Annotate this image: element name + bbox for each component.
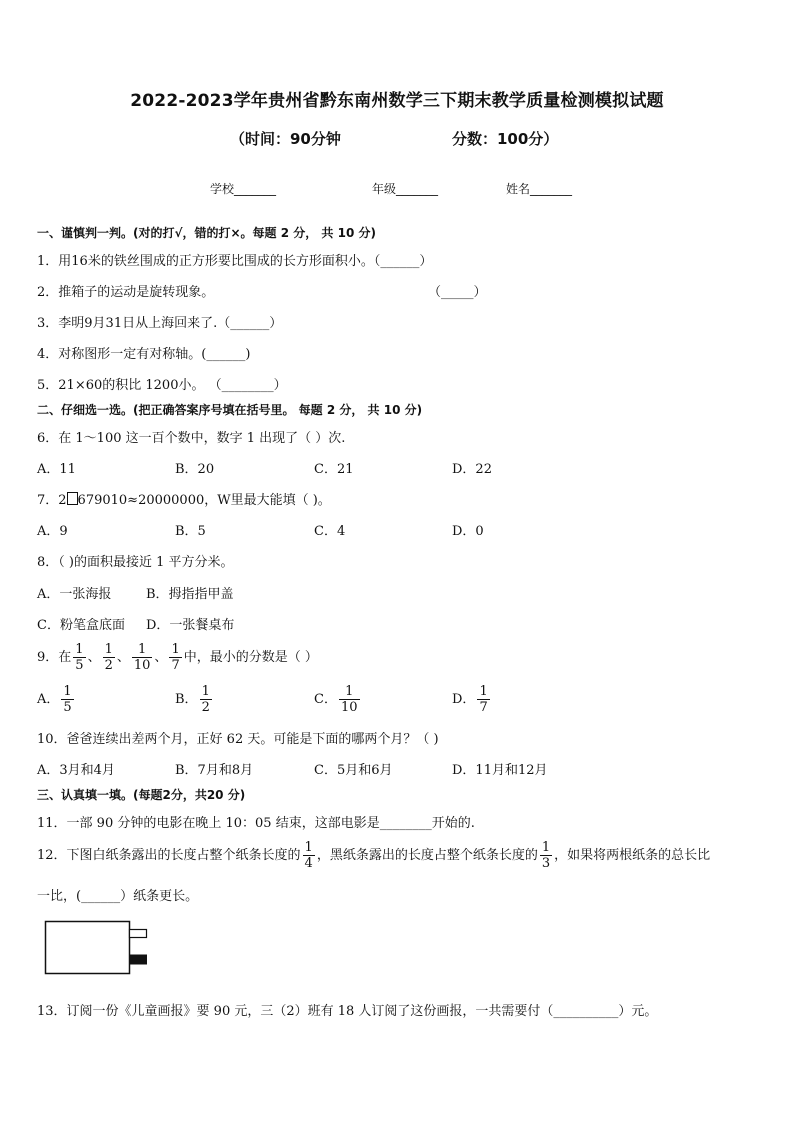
exam-score: 分数：100分） — [452, 130, 559, 148]
question-12: 12．下图白纸条露出的长度占整个纸条长度的 $\frac{1}{4}$ ，黑纸条露出的长度占整个纸条长度的 $\frac{1}{3}$ ，如果将两根纸条的总长比 — [37, 840, 711, 871]
question-10: 10．爸爸连续出差两个月，正好 62 天。可能是下面的哪两个月？（ ) — [37, 732, 439, 747]
school-field: 学校_______ — [210, 182, 277, 196]
question-3: 3．李明9月31日从上海回来了.（______） — [37, 316, 283, 331]
envelope-rect — [46, 922, 130, 974]
question-11: 11．一部 90 分钟的电影在晚上 10：05 结束，这部电影是________开始的. — [37, 816, 475, 831]
page-title: 2022-2023学年贵州省黔东南州数学三下期末教学质量检测模拟试题 — [130, 91, 664, 111]
question-2-blank: （_____） — [428, 285, 487, 300]
q9-option-a: A． $\frac{1}{5}$ — [37, 684, 72, 715]
q9-option-c: C． $\frac{1}{10}$ — [314, 684, 358, 715]
q6-option-a: A．11 — [37, 462, 76, 477]
fraction-1-5: $\frac{1}{5}$ — [75, 642, 84, 673]
q9-option-d: D． $\frac{1}{7}$ — [452, 684, 488, 715]
question-6: 6．在 1～100 这一百个数中，数字 1 出现了（ ）次. — [37, 431, 346, 446]
fraction-1-7: $\frac{1}{7}$ — [171, 642, 180, 673]
section-2-heading: 二、仔细选一选。(把正确答案序号填在括号里。 每题 2 分， 共 10 分) — [37, 403, 423, 417]
question-7-start: 7．2 — [37, 493, 67, 508]
q7-option-a: A．9 — [37, 524, 68, 539]
q8-option-d: D．一张餐桌布 — [146, 618, 235, 633]
q7-option-c: C．4 — [314, 524, 346, 539]
fraction-1-2: $\frac{1}{2}$ — [104, 642, 113, 673]
name-field: 姓名_______ — [506, 182, 573, 196]
section-1-heading: 一、谨慎判一判。(对的打√，错的打×。每题 2 分， 共 10 分) — [37, 226, 376, 240]
q6-option-b: B．20 — [175, 462, 215, 477]
q7-option-b: B．5 — [175, 524, 206, 539]
q10-option-b: B．7月和8月 — [175, 763, 254, 778]
question-4: 4．对称图形一定有对称轴。(______) — [37, 347, 251, 362]
q7-option-d: D．0 — [452, 524, 484, 539]
q8-option-a: A．一张海报 — [37, 587, 112, 602]
question-13: 13．订阅一份《儿童画报》要 90 元，三（2）班有 18 人订阅了这份画报，一共需要付（__________）元。 — [37, 1004, 658, 1019]
question-5: 5．21×60的积比 1200小。 （________） — [37, 378, 287, 393]
question-2: 2．推箱子的运动是旋转现象。 — [37, 285, 215, 300]
grade-field: 年级_______ — [372, 182, 439, 196]
q8-option-c: C．粉笔盒底面 — [37, 618, 125, 633]
question-7 — [37, 489, 331, 508]
q8-option-b: B．拇指指甲盖 — [146, 587, 234, 602]
question-12-line2: 一比，(______）纸条更长。 — [37, 889, 199, 904]
exam-time: （时间：90分钟 — [230, 130, 341, 148]
q6-option-c: C．21 — [314, 462, 354, 477]
q10-option-d: D．11月和12月 — [452, 763, 548, 778]
q6-option-d: D．22 — [452, 462, 492, 477]
section-3-heading: 三、认真填一填。(每题2分，共20 分) — [37, 788, 246, 802]
question-1: 1．用16米的铁丝围成的正方形要比围成的长方形面积小。（______） — [37, 254, 433, 269]
question-9: 9．在 $\frac{1}{5}$ 、 $\frac{1}{2}$ 、 $\frac{1}{10}$ 、 $\frac{1}{7}$ 中，最小的分数是（ ） — [37, 642, 318, 673]
fraction-1-4: $\frac{1}{4}$ — [304, 840, 313, 871]
white-strip — [130, 930, 147, 938]
black-strip — [130, 955, 147, 964]
paper-strips-diagram — [44, 919, 154, 979]
q9-option-b: B． $\frac{1}{2}$ — [175, 684, 210, 715]
q10-option-a: A．3月和4月 — [37, 763, 115, 778]
question-8: 8．（ )的面积最接近 1 平方分米。 — [37, 555, 234, 570]
q10-option-c: C．5月和6月 — [314, 763, 393, 778]
fraction-1-10: $\frac{1}{10}$ — [133, 642, 151, 673]
digit-box — [67, 492, 78, 505]
fraction-1-3: $\frac{1}{3}$ — [541, 840, 551, 871]
question-7-end: 679010≈20000000，W里最大能填（ )。 — [77, 493, 331, 508]
